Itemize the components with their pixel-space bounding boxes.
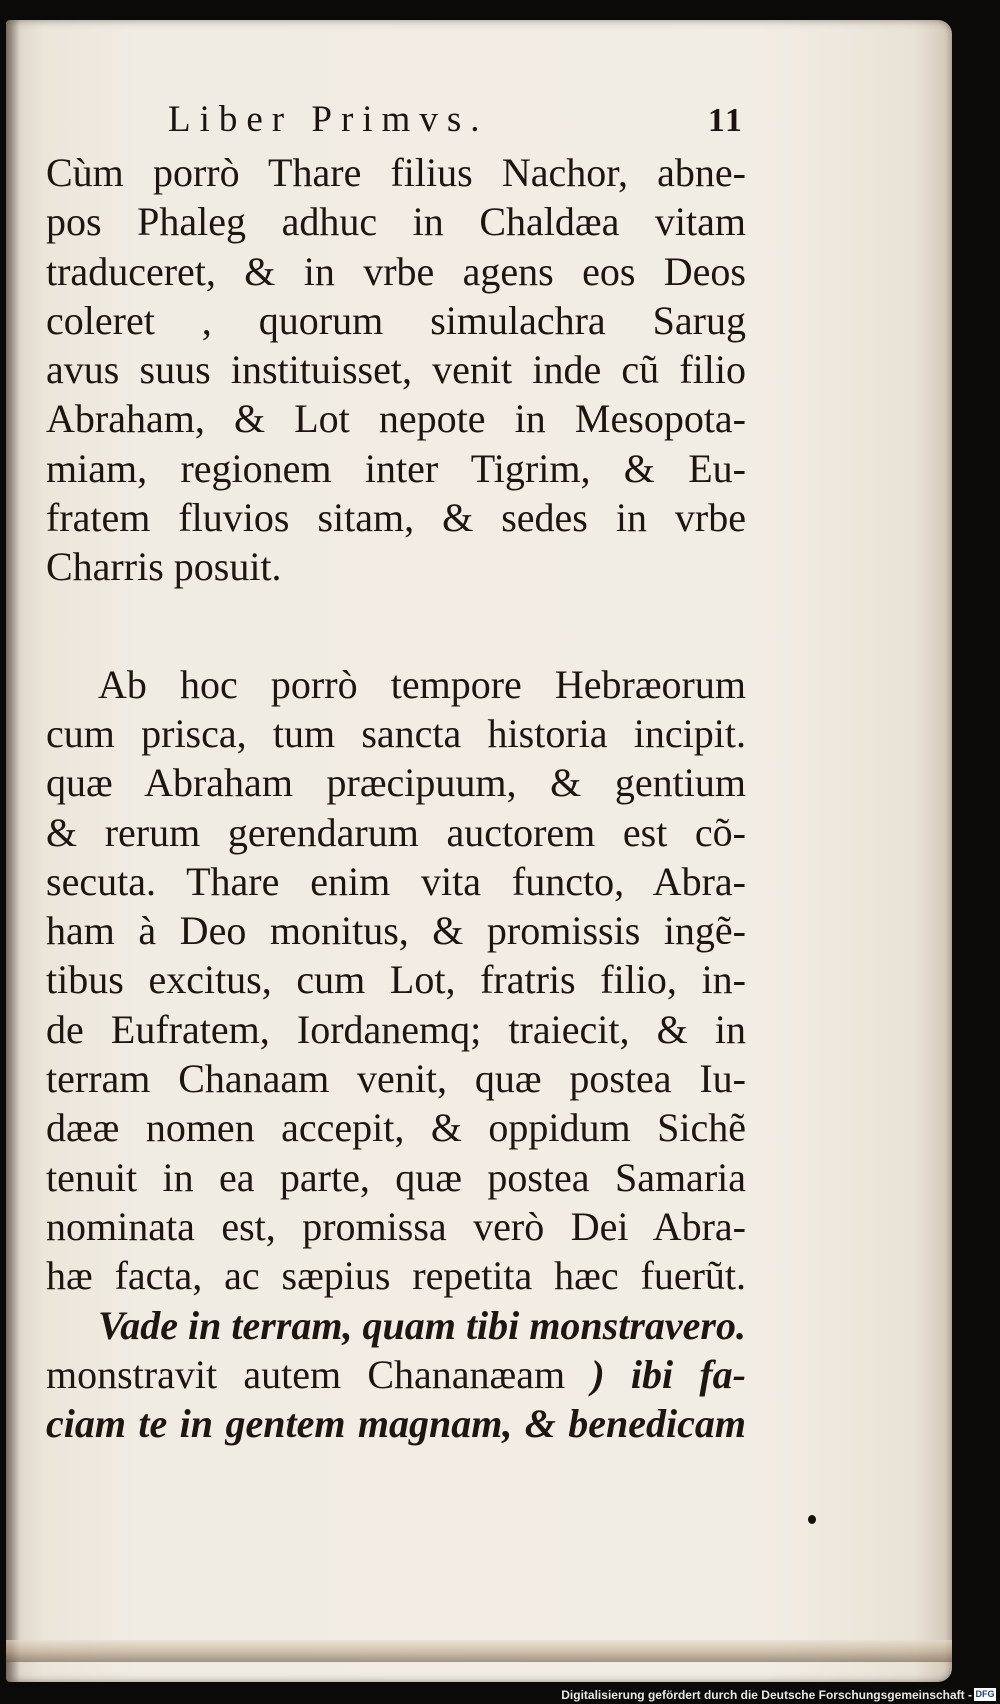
text-line: pos Phaleg adhuc in Chaldæa vitam: [46, 199, 746, 245]
text-line: Cùm porrò Thare filius Nachor, abne-: [46, 150, 746, 195]
digitization-credit: Digitalisierung gefördert durch die Deutsche Forschungsgemeinschaft -: [561, 1688, 972, 1702]
quote-italic-text: ) ibi fa-: [591, 1351, 746, 1397]
page-text: [46, 98, 746, 1448]
text-line: miam, regionem inter Tigrim, & Eu-: [46, 445, 746, 491]
text-line: tibus excitus, cum Lot, fratris filio, in-: [46, 957, 746, 1003]
running-header: [46, 98, 746, 148]
text-line: Ab hoc porrò tempore Hebræorum: [98, 661, 746, 707]
text-line: dææ nomen accepit, & oppidum Sichẽ: [46, 1105, 746, 1151]
dfg-logo: DFG: [975, 1689, 995, 1699]
text-line: traduceret, & in vrbe agens eos Deos: [46, 248, 746, 294]
ink-spot: [808, 1515, 816, 1524]
text-line: secuta. Thare enim vita functo, Abra-: [46, 858, 746, 904]
paragraph-1: [46, 148, 746, 592]
text-line: & rerum gerendarum auctorem est cõ-: [46, 809, 746, 855]
biblical-quote: [46, 1301, 746, 1449]
quote-line: ciam te in gentem magnam, & benedicam: [46, 1401, 746, 1447]
running-head: Liber Primvs.: [168, 99, 489, 140]
text-line: cum prisca, tum sancta historia incipit.: [46, 710, 746, 756]
text-line: hæ facta, ac sæpius repetita hæc fuerũt.: [46, 1253, 746, 1299]
text-line: nominata est, promissa verò Dei Abra-: [46, 1203, 746, 1249]
text-line: quæ Abraham præcipuum, & gentium: [46, 760, 746, 806]
spine-shadow: [6, 20, 20, 1682]
text-line: avus suus instituisset, venit inde cũ filio: [46, 347, 746, 393]
paragraph-2: [46, 660, 746, 1301]
text-line: terram Chanaam venit, quæ postea Iu-: [46, 1056, 746, 1102]
footer-bar: [0, 1686, 1000, 1704]
quote-roman-text: monstravit autem Chananæam: [46, 1351, 566, 1397]
folio-number: 11: [707, 102, 744, 139]
text-line: coleret , quorum simulachra Sarug: [46, 297, 746, 343]
book-page: [6, 20, 952, 1682]
text-line: Charris posuit.: [46, 544, 282, 590]
quote-line: Vade in terram, quam tibi monstravero.: [98, 1302, 746, 1348]
text-line: tenuit in ea parte, quæ postea Samaria: [46, 1154, 746, 1200]
text-line: ham à Deo monitus, & promissis ingẽ-: [46, 908, 746, 954]
quote-line: [46, 1350, 746, 1399]
paragraph-gap: [46, 592, 746, 660]
text-line: fratem fluvios sitam, & sedes in vrbe: [46, 495, 746, 541]
page-bottom-edge: [6, 1640, 952, 1662]
text-line: Abraham, & Lot nepote in Mesopota-: [46, 396, 746, 442]
text-line: de Eufratem, Iordanemq; traiecit, & in: [46, 1006, 746, 1052]
